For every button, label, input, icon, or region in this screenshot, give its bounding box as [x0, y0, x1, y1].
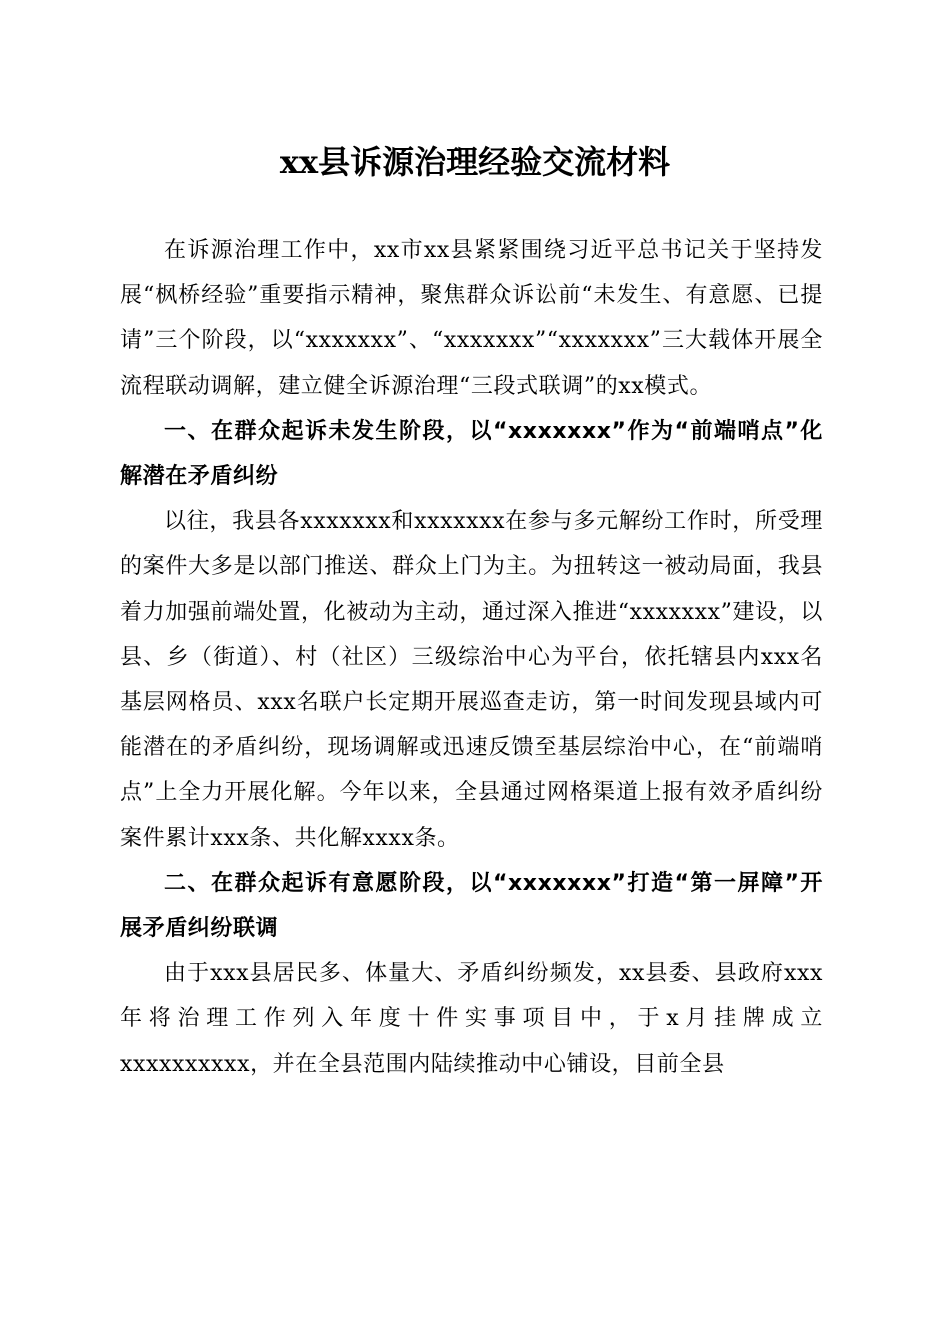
section-1-paragraph: 以往，我县各xxxxxxx和xxxxxxx在参与多元解纷工作时，所受理的案件大多是以部门推送、群众上门为主。为扭转这一被动局面，我县着力加强前端处置，化被动为主动，通过深入推进“xxxxxxx”建设，以县、乡（街道）、村（社区）三级综治中心为平台，依托辖县内xxx名基层网格员、xxx名联户长定期开展巡查走访，第一时间发现县域内可能潜在的矛盾纠纷，现场调解或迅速反馈至基层综治中心，在“前端哨点”上全力开展化解。今年以来，全县通过网格渠道上报有效矛盾纠纷案件累计xxx条、共化解xxxx条。 — [120, 509, 823, 851]
document-title: xx县诉源治理经验交流材料 — [279, 143, 671, 181]
document-body — [120, 228, 823, 1087]
intro-paragraph: 在诉源治理工作中，xx市xx县紧紧围绕习近平总书记关于坚持发展“枫桥经验”重要指示精神，聚焦群众诉讼前“未发生、有意愿、已提请”三个阶段，以“xxxxxxx”、“xxxxxxx”“xxxxxxx”三大载体开展全流程联动调解，建立健全诉源治理“三段式联调”的xx模式。 — [120, 238, 823, 399]
section-heading-1: 一、在群众起诉未发生阶段，以“xxxxxxx”作为“前端哨点”化解潜在矛盾纠纷 — [120, 418, 823, 490]
section-heading-2: 二、在群众起诉有意愿阶段，以“xxxxxxx”打造“第一屏障”开展矛盾纠纷联调 — [120, 870, 823, 942]
section-2-paragraph: 由于xxx县居民多、体量大、矛盾纠纷频发，xx县委、县政府xxx年将治理工作列入年度十件实事项目中，于x月挂牌成立xxxxxxxxxx，并在全县范围内陆续推动中心铺设，目前全县 — [120, 961, 823, 1077]
